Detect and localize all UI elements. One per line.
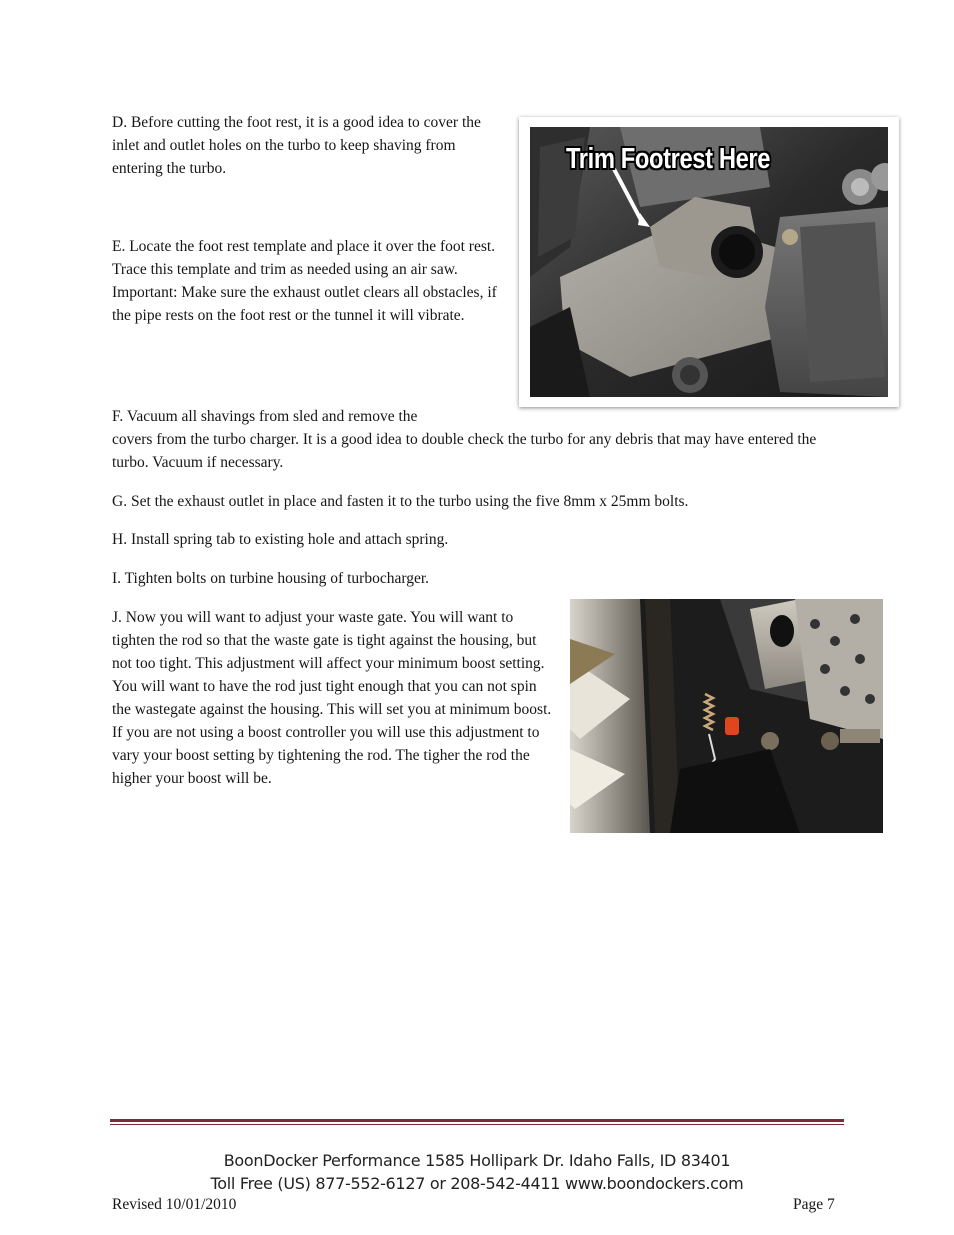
footer-rule-thin	[110, 1124, 844, 1125]
step-i-text: I. Tighten bolts on turbine housing of turbocharger.	[112, 570, 430, 587]
page-number: Page 7	[793, 1196, 835, 1213]
footer-rule-thick	[110, 1119, 844, 1122]
step-f-first-line: F. Vacuum all shavings from sled and remove the	[112, 408, 418, 425]
photo-callout-label: Trim Footrest Here	[566, 143, 771, 175]
waste-gate-photo-illustration	[570, 599, 883, 833]
step-d-text: D. Before cutting the foot rest, it is a good idea to cover the inlet and outlet holes on the turbo to keep shaving from entering the turbo.	[112, 114, 481, 177]
step-j-text: J. Now you will want to adjust your waste gate. You will want to tighten the rod so that the waste gate is tight against the housing, but not too tight. This adjustment will affect your minimum boost setting. You will want to have the rod just tight enough that you can not spin the wastegate against the housing. This will set you at minimum boost. If you are not using a boost controller you will use this adjustment to vary your boost setting by tightening the rod. The tigher the rod the higher your boost will be.	[112, 609, 552, 787]
footrest-photo	[530, 127, 888, 397]
footer-contact-line: Toll Free (US) 877-552-6127 or 208-542-4411 www.boondockers.com	[210, 1174, 744, 1193]
step-h-text: H. Install spring tab to existing hole and attach spring.	[112, 531, 449, 548]
step-g-text: G. Set the exhaust outlet in place and fasten it to the turbo using the five 8mm x 25mm bolts.	[112, 493, 689, 510]
waste-gate-photo	[570, 599, 883, 833]
step-f-text: covers from the turbo charger. It is a good idea to double check the turbo for any debris that may have entered the turbo. Vacuum if necessary.	[112, 431, 817, 471]
footer-company-address: BoonDocker Performance 1585 Hollipark Dr. Idaho Falls, ID 83401	[223, 1151, 731, 1170]
footrest-photo-frame	[519, 117, 899, 407]
revised-date: Revised 10/01/2010	[112, 1196, 237, 1213]
step-e-text: E. Locate the foot rest template and place it over the foot rest. Trace this template and trim as needed using an air saw. Important: Make sure the exhaust outlet clears all obstacles, if the pipe rests on the foot rest or the tunnel it will vibrate.	[112, 238, 497, 324]
